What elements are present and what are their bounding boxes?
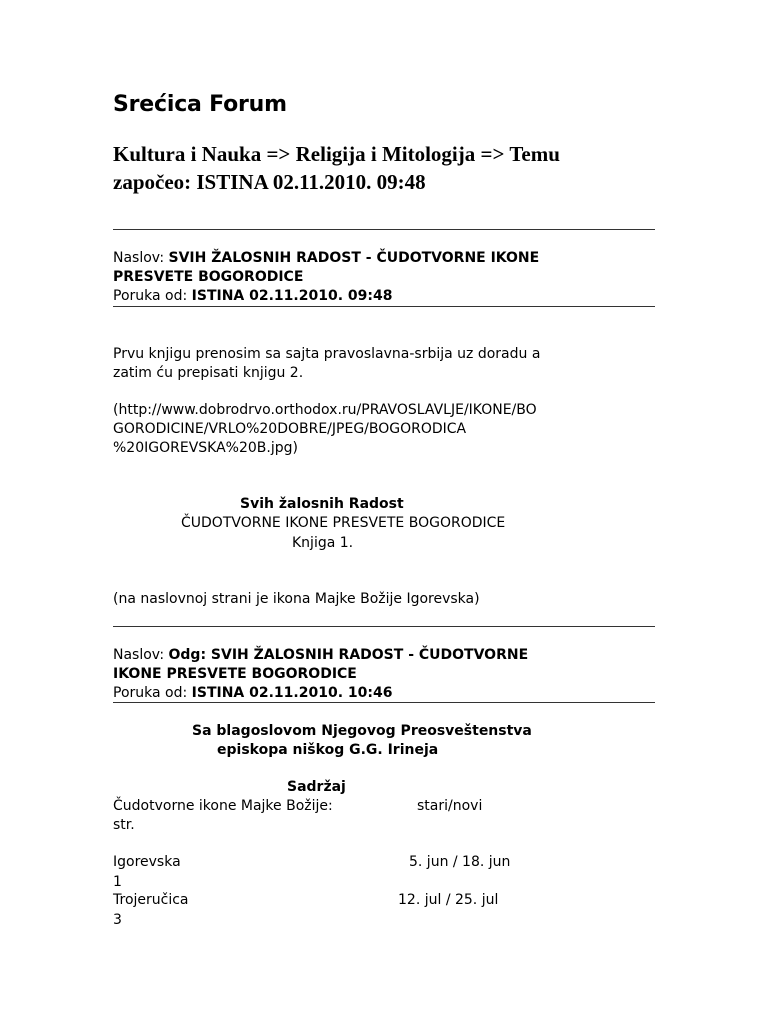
book-subtitle: ČUDOTVORNE IKONE PRESVETE BOGORODICE (181, 515, 506, 531)
post-1-subject (113, 249, 539, 306)
from-label: Poruka od: (113, 288, 188, 304)
intro-line-1: Prvu knjigu prenosim sa sajta pravoslavna-srbija uz doradu a (113, 346, 541, 362)
book-number: Knjiga 1. (292, 535, 354, 551)
url-line-2: GORODICINE/VRLO%20DOBRE/JPEG/BOGORODICA (113, 421, 467, 437)
subject-title-cont: PRESVETE BOGORODICE (113, 269, 304, 285)
divider (113, 702, 655, 703)
divider (113, 229, 655, 230)
intro-line-2: zatim ću prepisati knjigu 2. (113, 365, 304, 381)
blessing-line-1: Sa blagoslovom Njegovog Preosveštenstva (192, 723, 532, 739)
breadcrumb-line-1: Kultura i Nauka => Religija i Mitologija => Temu (113, 142, 560, 166)
book-title: Svih žalosnih Radost (240, 496, 404, 512)
blessing-line-2: episkopa niškog G.G. Irineja (217, 742, 439, 758)
toc-row-page: 3 (113, 912, 122, 928)
post-1-intro (113, 345, 540, 383)
divider (113, 626, 655, 627)
from-label: Poruka od: (113, 685, 188, 701)
breadcrumb-line-2: započeo: ISTINA 02.11.2010. 09:48 (113, 170, 426, 194)
toc-row-dates: 5. jun / 18. jun (409, 854, 511, 870)
breadcrumb (113, 140, 633, 196)
site-title: Srećica Forum (113, 92, 287, 117)
subject-title: SVIH ŽALOSNIH RADOST - ČUDOTVORNE IKONE (168, 250, 540, 266)
toc-row-page: 1 (113, 874, 122, 890)
subject-label: Naslov: (113, 250, 165, 266)
subject-title-cont: IKONE PRESVETE BOGORODICE (113, 666, 357, 682)
subject-title: Odg: SVIH ŽALOSNIH RADOST - ČUDOTVORNE (168, 647, 529, 663)
post-2-subject (113, 646, 528, 703)
subject-label: Naslov: (113, 647, 165, 663)
toc-header-right: stari/novi (417, 798, 483, 814)
url-line-3: %20IGOREVSKA%20B.jpg) (113, 440, 298, 456)
cover-note: (na naslovnoj strani je ikona Majke Božije Igorevska) (113, 591, 480, 607)
toc-header-left: Čudotvorne ikone Majke Božije: (113, 798, 333, 814)
toc-row-dates: 12. jul / 25. jul (398, 892, 499, 908)
toc-title: Sadržaj (287, 779, 346, 795)
toc-row-name: Igorevska (113, 854, 181, 870)
url-line-1: (http://www.dobrodrvo.orthodox.ru/PRAVOSLAVLJE/IKONE/BO (113, 402, 537, 418)
toc-row-name: Trojeručica (113, 892, 189, 908)
divider (113, 306, 655, 307)
toc-header-str: str. (113, 817, 135, 833)
from-value: ISTINA 02.11.2010. 09:48 (191, 288, 393, 304)
source-url[interactable] (113, 401, 537, 458)
from-value: ISTINA 02.11.2010. 10:46 (191, 685, 393, 701)
